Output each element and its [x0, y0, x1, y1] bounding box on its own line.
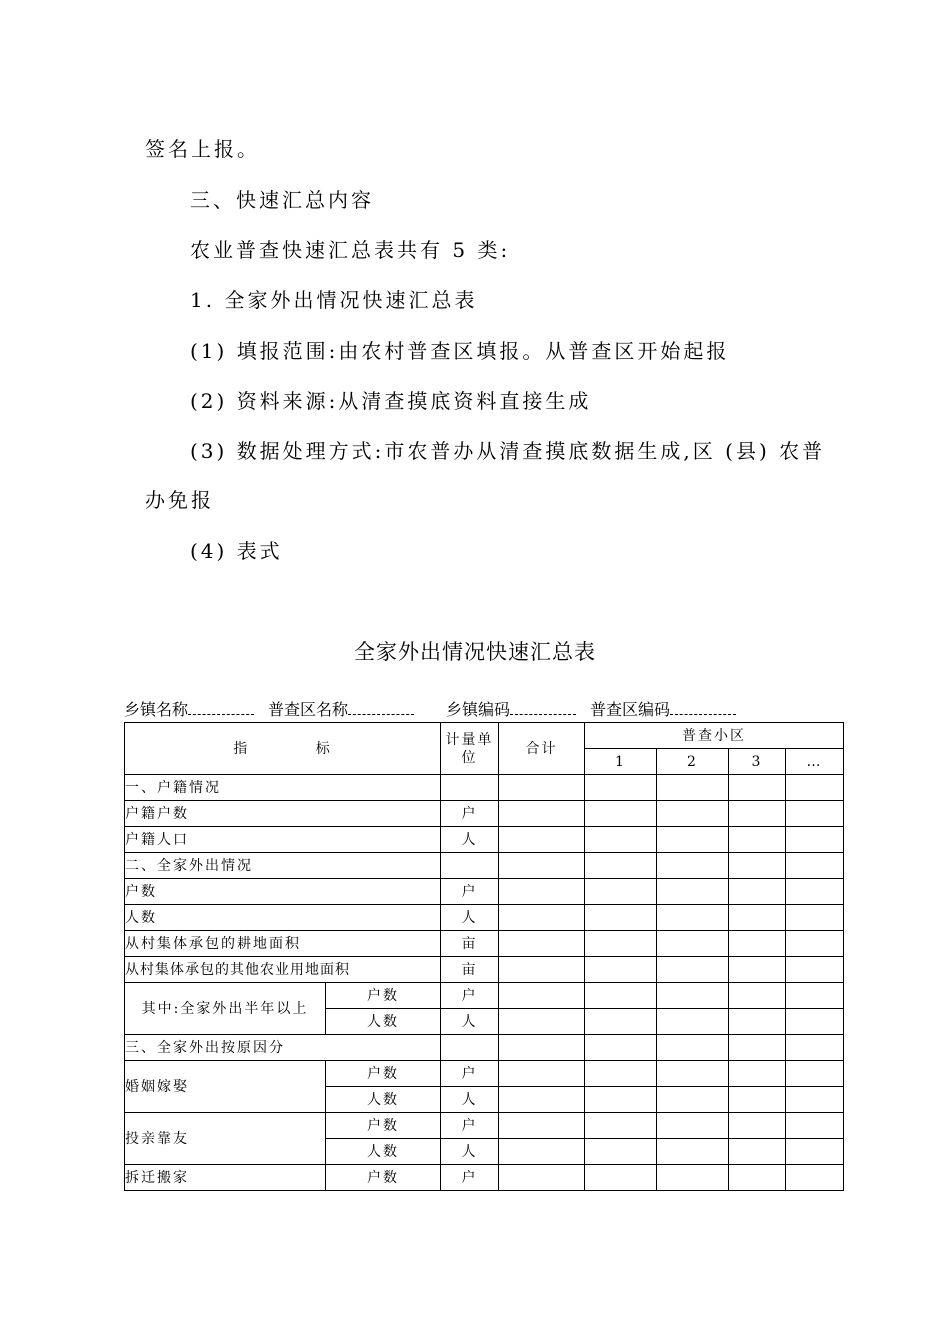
table-row	[125, 1113, 844, 1139]
header-sub-more: …	[786, 749, 844, 775]
table-row	[125, 775, 844, 801]
summary-table	[124, 722, 844, 1191]
unit-cell: 户	[441, 1165, 499, 1191]
table-row	[125, 983, 844, 1009]
unit-cell: 人	[441, 905, 499, 931]
sub-label-households: 户数	[326, 1061, 441, 1087]
row-label-section-3: 三、全家外出按原因分	[125, 1035, 441, 1061]
section-heading-quick-summary: 三、快速汇总内容	[190, 188, 374, 212]
table-row	[125, 879, 844, 905]
unit-cell: 户	[441, 801, 499, 827]
table-row	[125, 827, 844, 853]
township-name-label: 乡镇名称	[124, 700, 189, 719]
table-row	[125, 1061, 844, 1087]
unit-cell: 人	[441, 1087, 499, 1113]
paragraph-table-count: 农业普查快速汇总表共有 5 类:	[190, 238, 511, 262]
unit-cell: 人	[441, 1139, 499, 1165]
sub-label-persons: 人数	[326, 1009, 441, 1035]
header-unit: 计量单位	[441, 723, 499, 775]
table-row	[125, 905, 844, 931]
row-label-marriage: 婚姻嫁娶	[125, 1061, 326, 1113]
row-label-section-2: 二、全家外出情况	[125, 853, 441, 879]
unit-cell: 人	[441, 827, 499, 853]
unit-cell: 户	[441, 1061, 499, 1087]
sub-label-households: 户数	[326, 983, 441, 1009]
subheading-table-1: 1. 全家外出情况快速汇总表	[190, 288, 478, 312]
township-code-label: 乡镇编码	[446, 700, 511, 719]
district-name-label: 普查区名称	[268, 700, 349, 719]
unit-cell: 亩	[441, 957, 499, 983]
row-label-relatives: 投亲靠友	[125, 1113, 326, 1165]
table-row	[125, 1035, 844, 1061]
row-label-farmland: 从村集体承包的耕地面积	[125, 931, 441, 957]
item-processing: (3) 数据处理方式:市农普办从清查摸底数据生成,区 (县) 农普	[190, 439, 826, 463]
header-sub-1: 1	[585, 749, 657, 775]
row-label-half-year: 其中:全家外出半年以上	[125, 983, 326, 1035]
item-source: (2) 资料来源:从清查摸底资料直接生成	[190, 389, 592, 413]
table-row	[125, 1165, 844, 1191]
row-label-persons: 人数	[125, 905, 441, 931]
item-scope: (1) 填报范围:由农村普查区填报。从普查区开始起报	[190, 339, 730, 363]
township-name-blank	[188, 700, 254, 715]
sub-label-households: 户数	[326, 1165, 441, 1191]
table-row	[125, 957, 844, 983]
item-form: (4) 表式	[190, 539, 283, 563]
header-subarea: 普查小区	[585, 723, 844, 749]
unit-cell: 亩	[441, 931, 499, 957]
row-label-relocation: 拆迁搬家	[125, 1165, 326, 1191]
row-label-households: 户数	[125, 879, 441, 905]
table-title: 全家外出情况快速汇总表	[354, 640, 596, 664]
row-label-hh-pop: 户籍人口	[125, 827, 441, 853]
table-row	[125, 801, 844, 827]
row-label-otherland: 从村集体承包的其他农业用地面积	[125, 957, 441, 983]
district-name-blank	[348, 700, 414, 715]
row-label-section-1: 一、户籍情况	[125, 775, 441, 801]
unit-cell: 户	[441, 1113, 499, 1139]
header-indicator: 指 标	[125, 723, 441, 775]
item-processing-cont: 办免报	[145, 488, 214, 512]
township-code-blank	[510, 700, 576, 715]
sub-label-persons: 人数	[326, 1139, 441, 1165]
sub-label-persons: 人数	[326, 1087, 441, 1113]
header-sub-2: 2	[657, 749, 729, 775]
unit-cell: 户	[441, 879, 499, 905]
district-code-label: 普查区编码	[590, 700, 671, 719]
header-fields	[124, 699, 844, 721]
table-row	[125, 853, 844, 879]
sub-label-households: 户数	[326, 1113, 441, 1139]
unit-cell: 人	[441, 1009, 499, 1035]
header-total: 合计	[499, 723, 585, 775]
district-code-blank	[670, 700, 736, 715]
header-sub-3: 3	[729, 749, 786, 775]
unit-cell: 户	[441, 983, 499, 1009]
paragraph-signature: 签名上报。	[145, 137, 260, 161]
row-label-hh-count: 户籍户数	[125, 801, 441, 827]
table-row	[125, 931, 844, 957]
